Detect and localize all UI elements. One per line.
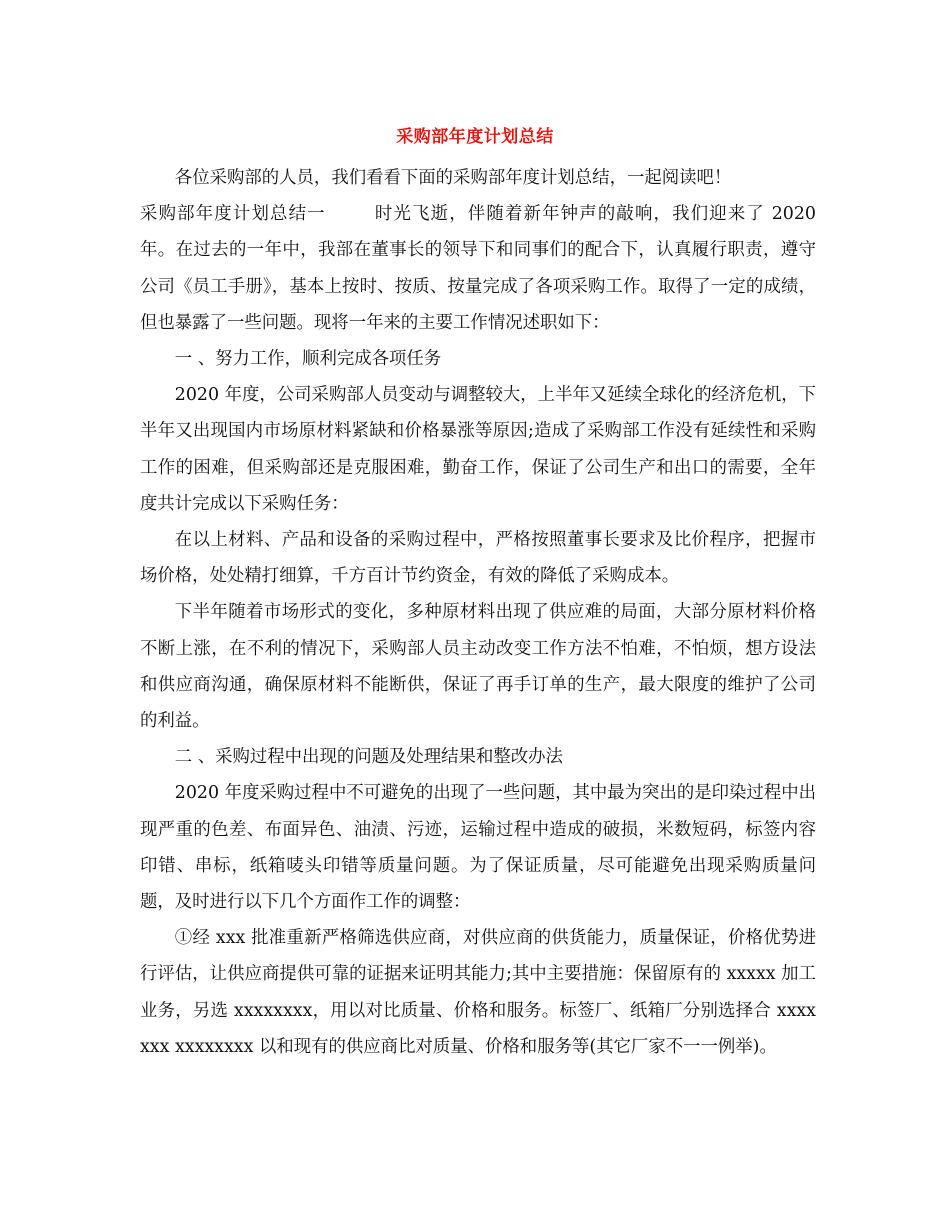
section-paragraph: 在以上材料、产品和设备的采购过程中，严格按照董事长要求及比价程序，把握市场价格，处处精打细算，千方百计节约资金，有效的降低了采购成本。 — [140, 530, 816, 587]
intro-paragraph: 各位采购部的人员，我们看看下面的采购部年度计划总结，一起阅读吧！ — [174, 168, 732, 188]
first-paragraph — [140, 196, 816, 341]
section-paragraph: 下半年随着市场形式的变化，多种原材料出现了供应难的局面，大部分原材料价格不断上涨，在不利的情况下，采购部人员主动改变工作方法不怕难，不怕烦，想方设法和供应商沟通，确保原材料不能断供，保证了再手订单的生产，最大限度的维护了公司的利益。 — [140, 602, 816, 732]
section-heading: 二 、采购过程中出现的问题及处理结果和整改办法 — [174, 747, 563, 768]
section-paragraph: 2020 年度，公司采购部人员变动与调整较大，上半年又延续全球化的经济危机，下半年又出现国内市场原材料紧缺和价格暴涨等原因;造成了采购部工作没有延续性和采购工作的困难，但采购部还是克服困难，勤奋工作，保证了公司生产和出口的需要，全年度共计完成以下采购任务： — [140, 385, 816, 514]
document-title: 采购部年度计划总结 — [396, 127, 554, 147]
section-heading: 一 、努力工作，顺利完成各项任务 — [174, 349, 442, 370]
document-body — [140, 160, 816, 1065]
first-paragraph-heading: 采购部年度计划总结一 — [140, 204, 326, 225]
section-paragraph: ①经 xxx 批准重新严格筛选供应商，对供应商的供货能力，质量保证，价格优势进行评估，让供应商提供可靠的证据来证明其能力;其中主要措施：保留原有的 xxxxx 加工业务，另选 xxxxxxxx，用以对比质量、价格和服务。标签厂、纸箱厂分别选择合 xxxxxxx xxxxxxxx 以和现有的供应商比对质量、价格和服务等(其它厂家不一一例举)。 — [140, 928, 816, 1057]
section-paragraph: 2020 年度采购过程中不可避免的出现了一些问题，其中最为突出的是印染过程中出现严重的色差、布面异色、油渍、污迹，运输过程中造成的破损，米数短码，标签内容印错、串标，纸箱唛头印错等质量问题。为了保证质量，尽可能避免出现采购质量问题，及时进行以下几个方面作工作的调整： — [140, 783, 816, 913]
first-paragraph-text: 时光飞逝，伴随着新年钟声的敲响，我们迎来了 2020 年。在过去的一年中，我部在董事长的领导下和同事们的配合下，认真履行职责，遵守公司《员工手册》，基本上按时、按质、按量完成了各项采购工作。取得了一定的成绩，但也暴露了一些问题。现将一年来的主要工作情况述职如下： — [140, 204, 816, 333]
